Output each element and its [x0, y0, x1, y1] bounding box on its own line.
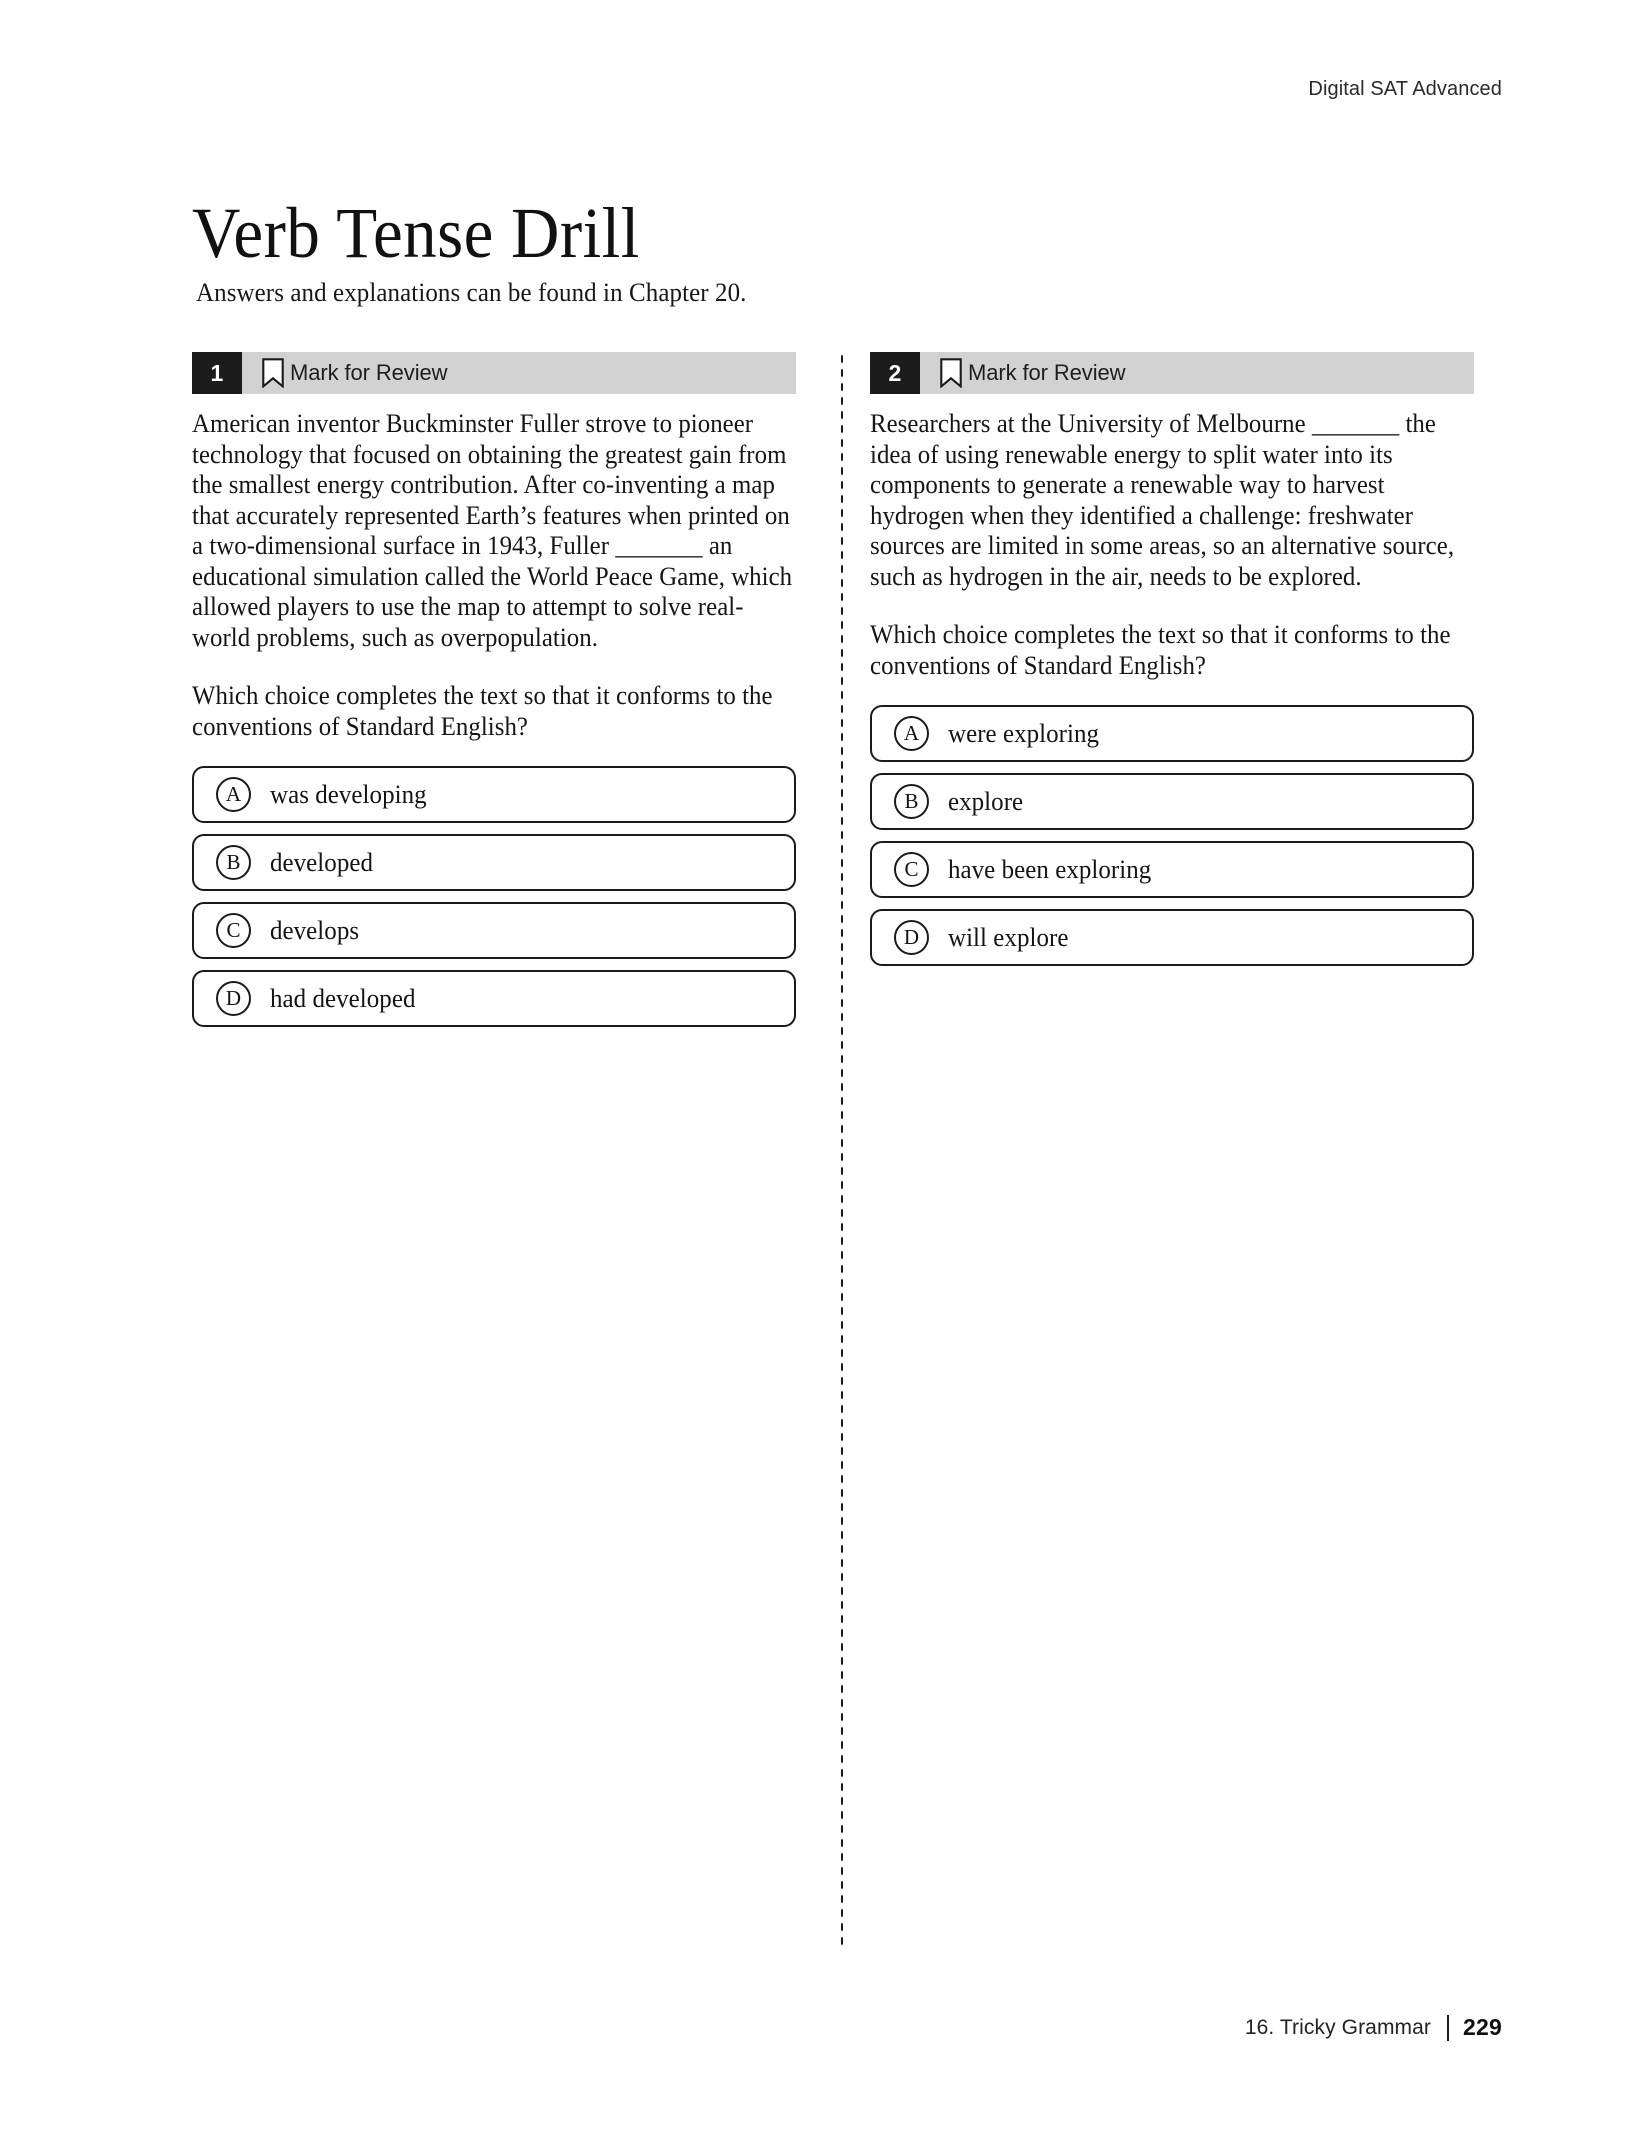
footer-page-number: 229	[1463, 2014, 1502, 2040]
footer-divider	[1447, 2015, 1449, 2041]
bookmark-icon	[940, 358, 962, 388]
mark-for-review-button[interactable]	[242, 352, 447, 394]
choice-text: had developed	[270, 983, 416, 1013]
answer-choice-d[interactable]	[870, 909, 1474, 966]
question-column-right	[870, 352, 1474, 966]
choice-text: will explore	[948, 922, 1069, 952]
mark-for-review-button[interactable]	[920, 352, 1125, 394]
question-header-bar	[192, 352, 796, 394]
choice-letter-badge: C	[216, 913, 251, 948]
choice-text: was developing	[270, 779, 427, 809]
choice-text: have been exploring	[948, 854, 1152, 884]
question-prompt: Which choice completes the text so that it conforms to the conventions of Standard English?	[192, 681, 773, 741]
choice-letter-badge: C	[894, 852, 929, 887]
question-passage: Researchers at the University of Melbourne _______ the idea of using renewable energy to split water into its components to generate a renewable way to harvest hydrogen when they identified a challenge: freshwater sources are limited in some areas, so an alternative source, such as hydrogen in the air, needs to be explored.	[870, 409, 1455, 591]
mark-for-review-label: Mark for Review	[290, 360, 448, 385]
choice-letter-badge: D	[894, 920, 929, 955]
choice-text: were exploring	[948, 718, 1100, 748]
answer-choice-d[interactable]	[192, 970, 796, 1027]
question-number-badge: 2	[870, 352, 920, 394]
choice-letter-badge: B	[216, 845, 251, 880]
choice-letter-badge: B	[894, 784, 929, 819]
choice-letter-badge: D	[216, 981, 251, 1016]
answer-choice-a[interactable]	[192, 766, 796, 823]
choice-text: explore	[948, 786, 1024, 816]
question-passage: American inventor Buckminster Fuller strove to pioneer technology that focused on obtaining the greatest gain from the smallest energy contribution. After co-inventing a map that accurately represented Earth’s features when printed on a two-dimensional surface in 1943, Fuller _______ an educational simulation called the World Peace Game, which allowed players to use the map to attempt to solve real-world problems, such as overpopulation.	[192, 409, 793, 652]
bookmark-icon	[262, 358, 284, 388]
answer-choice-list	[192, 766, 796, 1027]
answer-choice-b[interactable]	[870, 773, 1474, 830]
answer-choice-c[interactable]	[870, 841, 1474, 898]
answer-choice-list	[870, 705, 1474, 966]
running-head: Digital SAT Advanced	[1308, 78, 1502, 100]
question-header-bar	[870, 352, 1474, 394]
choice-letter-badge: A	[216, 777, 251, 812]
page-footer	[1245, 2014, 1502, 2041]
answer-choice-b[interactable]	[192, 834, 796, 891]
question-prompt: Which choice completes the text so that it conforms to the conventions of Standard English?	[870, 620, 1451, 680]
footer-chapter-label: 16. Tricky Grammar	[1244, 2015, 1432, 2039]
drill-subtitle: Answers and explanations can be found in Chapter 20.	[196, 278, 747, 307]
question-number-badge: 1	[192, 352, 242, 394]
column-divider	[840, 352, 844, 1946]
mark-for-review-label: Mark for Review	[968, 360, 1126, 385]
page-title: Verb Tense Drill	[192, 193, 640, 274]
choice-text: develops	[270, 915, 360, 945]
answer-choice-a[interactable]	[870, 705, 1474, 762]
choice-text: developed	[270, 847, 374, 877]
question-column-left	[192, 352, 796, 1027]
choice-letter-badge: A	[894, 716, 929, 751]
answer-choice-c[interactable]	[192, 902, 796, 959]
